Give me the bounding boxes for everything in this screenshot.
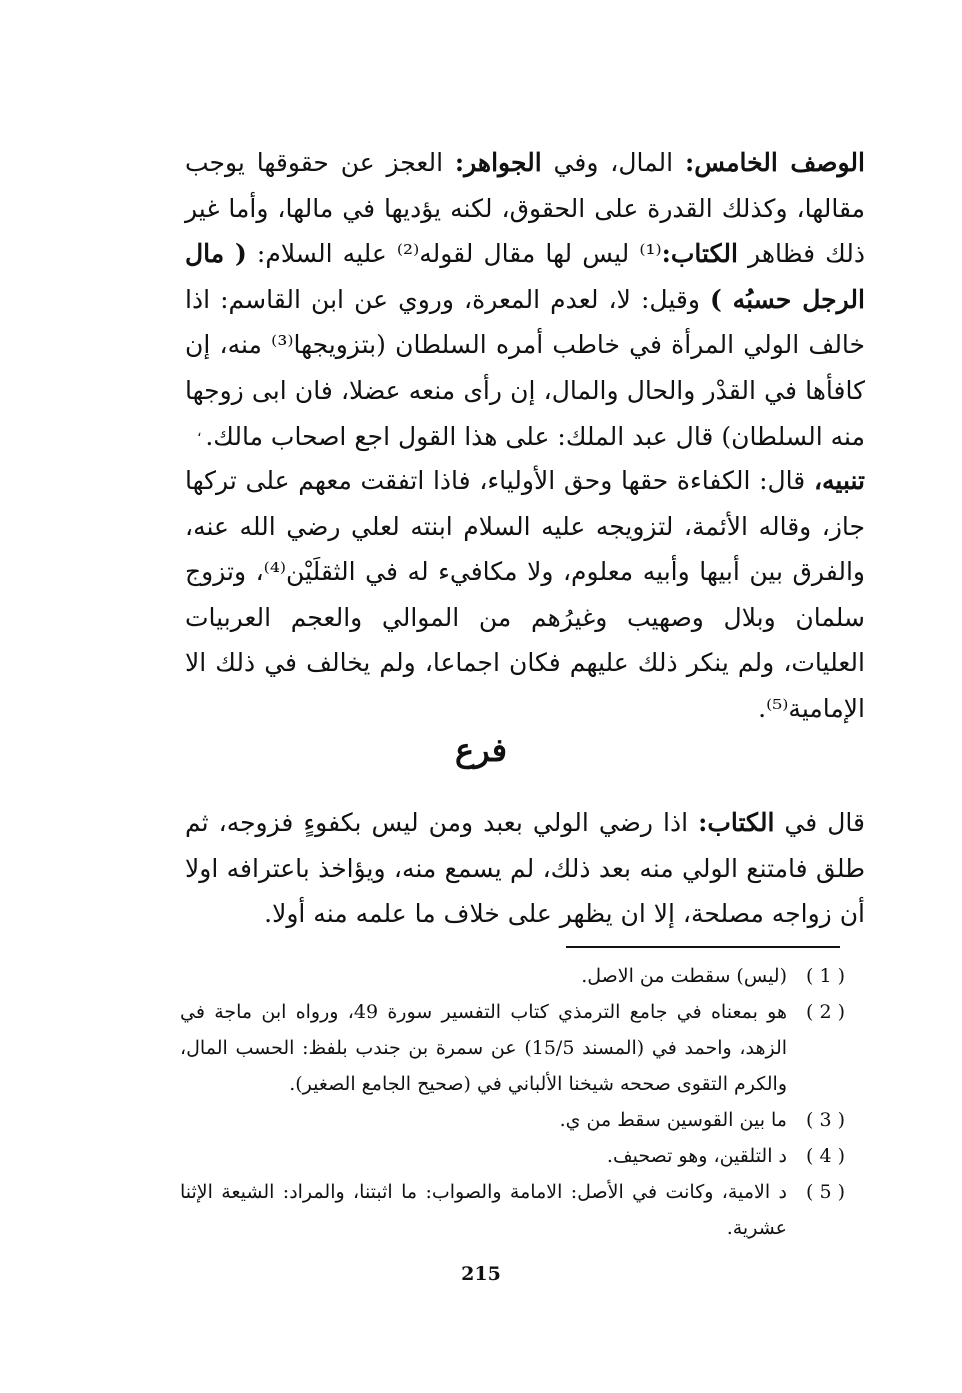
paragraph-notice bbox=[185, 458, 865, 732]
footnote-number: ( 3 ) bbox=[806, 1109, 845, 1131]
footnote-number: ( 1 ) bbox=[806, 965, 845, 987]
term-kitab: الكتاب: bbox=[661, 239, 738, 269]
term-kitab: الكتاب: bbox=[698, 808, 775, 837]
paragraph-text: اذا رضي الولي بعبد ومن ليس بكفوءٍ فزوجه، ثم طلق فامتنع الولي منه بعد ذلك، لم يسمع منه، ويؤاخذ باعترافه اولا أن زواجه مصلحة، إلا ان يظهر على خلاف ما علمه منه أولا. bbox=[185, 808, 865, 929]
footnote-number: ( 4 ) bbox=[806, 1145, 845, 1167]
paragraph-fifth-attribute bbox=[185, 140, 865, 459]
term-jawahir: الجواهر: bbox=[454, 148, 542, 177]
footnote bbox=[180, 958, 845, 994]
paragraph-text: وقيل: لا، لعدم المعرة، وروي عن ابن القاسم: اذا خالف الولي المرأة في خاطب أمره السلطان (بتزويجها⁽³⁾ منه، إن كافأها في القدْر والحال والمال، إن رأى منعه عضلا، فان ابى زوجها منه السلطان) قال عبد الملك: على هذا القول اجع اصحاب مالك. bbox=[185, 284, 866, 451]
paragraph-text: المال، وفي bbox=[541, 148, 685, 177]
term-notice: تنبيه، bbox=[813, 466, 865, 495]
footnote-text: هو بمعناه في جامع الترمذي كتاب التفسير سورة 49، ورواه ابن ماجة في الزهد، واحمد في (المسند 15/5) عن سمرة بن جندب بلفظ: الحسب المال، والكرم التقوى صححه شيخنا الألباني في (صحيح الجامع الصغير). bbox=[180, 1001, 788, 1095]
footnote-text: ما بين القوسين سقط من ي. bbox=[559, 1109, 787, 1131]
paragraph-branch bbox=[185, 800, 865, 937]
footnote-number: ( 2 ) bbox=[806, 1001, 845, 1023]
paragraph-text: قال في bbox=[774, 808, 865, 837]
footnote bbox=[180, 994, 845, 1102]
footnotes bbox=[180, 958, 845, 1246]
hadith-quote: ( مال الرجل حسبُه ) bbox=[185, 239, 865, 314]
footnote bbox=[180, 1174, 845, 1246]
footnote-text: (ليس) سقطت من الاصل. bbox=[581, 965, 787, 987]
term-fifth-attribute: الوصف الخامس: bbox=[684, 148, 865, 177]
page-number: 215 bbox=[461, 1263, 501, 1285]
paragraph-text: العجز عن حقوقها يوجب مقالها، وكذلك القدرة على الحقوق، لكنه يؤديها في مالها، وأما غير ذلك فظاهر bbox=[185, 148, 865, 269]
footnote-divider bbox=[566, 946, 840, 948]
footnote-text: د التلقين، وهو تصحيف. bbox=[606, 1145, 787, 1167]
stray-ink-mark: ، bbox=[197, 424, 202, 440]
footnote bbox=[180, 1138, 845, 1174]
paragraph-text: ⁽¹⁾ ليس لها مقال لقوله⁽²⁾ عليه السلام: bbox=[246, 239, 662, 269]
section-heading: فرع bbox=[454, 731, 508, 769]
footnote-number: ( 5 ) bbox=[806, 1181, 845, 1203]
footnote-text: د الامية، وكانت في الأصل: الامامة والصواب: ما اثبتنا، والمراد: الشيعة الإثنا عشرية. bbox=[180, 1181, 787, 1239]
footnote bbox=[180, 1102, 845, 1138]
paragraph-text: قال: الكفاءة حقها وحق الأولياء، فاذا اتفقت معهم على تركها جاز، وقاله الأئمة، لتزويجه عليه السلام ابنته لعلي رضي الله عنه، والفرق بين أبيها وأبيه معلوم، ولا مكافيء له في الثقلَيْن⁽⁴⁾، وتزوج سلمان وبلال وصهيب وغيرُهم من الموالي والعجم العربيات العليات، ولم ينكر ذلك عليهم فكان اجماعا، ولم يخالف في ذلك الا الإمامية⁽⁵⁾. bbox=[185, 466, 865, 723]
